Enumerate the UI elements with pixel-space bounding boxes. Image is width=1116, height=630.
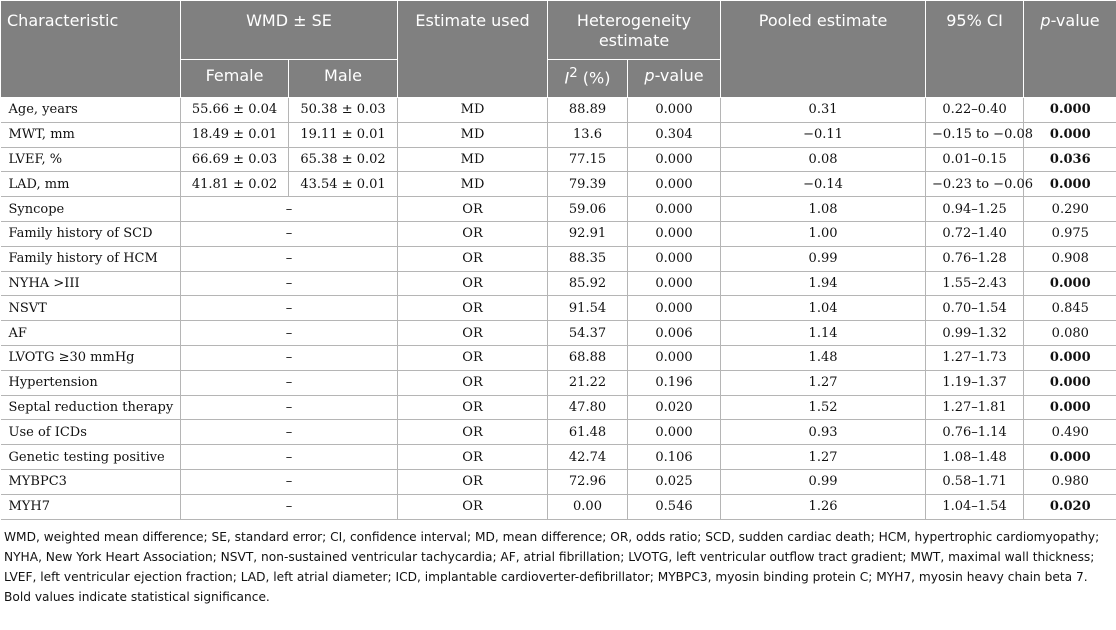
header-p-value (1024, 1, 1116, 98)
estimate-used-cell: OR (398, 420, 548, 445)
estimate-used-cell: OR (398, 197, 548, 222)
p-value-cell: 0.000 (1024, 122, 1116, 147)
het-p-cell: 0.000 (628, 147, 721, 172)
p-value-cell: 0.000 (1024, 98, 1116, 123)
wmd-empty-cell: – (181, 321, 398, 346)
pooled-estimate-cell: 1.08 (721, 197, 926, 222)
abbreviations-note: WMD, weighted mean difference; SE, standard error; CI, confidence interval; MD, mean difference; OR, odds ratio; SCD, sudden cardiac death; HCM, hypertrophic cardiomyopathy; NYHA, New York Heart Association; NSVT, non-sustained ventricular tachycardia; AF, atrial fibrillation; LVOTG, left ventricular outflow tract gradient; MWT, maximal wall thickness; LVEF, left ventricular ejection fraction; LAD, left atrial diameter; ICD, implantable cardioverter-defibrillator; MYBPC3, myosin binding protein C; MYH7, myosin heavy chain beta 7. (4, 530, 1100, 584)
wmd-empty-cell: – (181, 296, 398, 321)
wmd-empty-cell: – (181, 469, 398, 494)
wmd-empty-cell: – (181, 370, 398, 395)
header-estimate-used: Estimate used (398, 1, 548, 98)
characteristic-cell: NYHA >III (1, 271, 181, 296)
header-male: Male (289, 60, 398, 98)
table-row (1, 420, 1116, 445)
p-value-cell: 0.080 (1024, 321, 1116, 346)
pooled-estimate-cell: 0.31 (721, 98, 926, 123)
wmd-empty-cell: – (181, 271, 398, 296)
ci-cell: 0.72–1.40 (926, 221, 1024, 246)
i2-cell: 59.06 (548, 197, 628, 222)
p-value-cell: 0.000 (1024, 271, 1116, 296)
table-header (1, 1, 1116, 98)
header-het-p (628, 60, 721, 98)
pooled-estimate-cell: 0.08 (721, 147, 926, 172)
characteristic-cell: MYH7 (1, 494, 181, 519)
header-heterogeneity: Heterogeneity estimate (548, 1, 721, 60)
characteristic-cell: Family history of SCD (1, 221, 181, 246)
characteristic-cell: MWT, mm (1, 122, 181, 147)
characteristic-cell: Use of ICDs (1, 420, 181, 445)
p-value-cell: 0.000 (1024, 345, 1116, 370)
characteristic-cell: Age, years (1, 98, 181, 123)
ci-cell: 1.27–1.81 (926, 395, 1024, 420)
p-italic: p (1040, 11, 1051, 30)
i2-cell: 85.92 (548, 271, 628, 296)
table-row (1, 296, 1116, 321)
estimate-used-cell: OR (398, 246, 548, 271)
estimate-used-cell: MD (398, 122, 548, 147)
ci-cell: 0.76–1.28 (926, 246, 1024, 271)
table-row (1, 395, 1116, 420)
pooled-estimate-cell: 1.26 (721, 494, 926, 519)
p-value-cell: 0.290 (1024, 197, 1116, 222)
estimate-used-cell: MD (398, 172, 548, 197)
table-row (1, 221, 1116, 246)
estimate-used-cell: OR (398, 494, 548, 519)
characteristic-cell: NSVT (1, 296, 181, 321)
i2-cell: 21.22 (548, 370, 628, 395)
i2-cell: 42.74 (548, 445, 628, 470)
p-value-cell: 0.980 (1024, 469, 1116, 494)
estimate-used-cell: OR (398, 296, 548, 321)
het-p-cell: 0.000 (628, 197, 721, 222)
header-95ci: 95% CI (926, 1, 1024, 98)
p-value-cell: 0.975 (1024, 221, 1116, 246)
wmd-female-cell: 55.66 ± 0.04 (181, 98, 289, 123)
table-row (1, 98, 1116, 123)
wmd-empty-cell: – (181, 197, 398, 222)
ci-cell: 0.99–1.32 (926, 321, 1024, 346)
i2-cell: 72.96 (548, 469, 628, 494)
i2-cell: 61.48 (548, 420, 628, 445)
het-p-rest: -value (654, 66, 704, 85)
estimate-used-cell: OR (398, 271, 548, 296)
het-p-cell: 0.106 (628, 445, 721, 470)
wmd-female-cell: 66.69 ± 0.03 (181, 147, 289, 172)
i2-cell: 92.91 (548, 221, 628, 246)
characteristic-cell: Hypertension (1, 370, 181, 395)
i2-cell: 0.00 (548, 494, 628, 519)
p-value-cell: 0.845 (1024, 296, 1116, 321)
table-row (1, 345, 1116, 370)
pooled-estimate-cell: 1.94 (721, 271, 926, 296)
i2-unit: (%) (577, 68, 611, 88)
table-row (1, 469, 1116, 494)
ci-cell: 0.22–0.40 (926, 98, 1024, 123)
het-p-cell: 0.020 (628, 395, 721, 420)
estimate-used-cell: MD (398, 147, 548, 172)
wmd-female-cell: 41.81 ± 0.02 (181, 172, 289, 197)
i2-cell: 13.6 (548, 122, 628, 147)
pooled-estimate-cell: −0.11 (721, 122, 926, 147)
p-value-cell: 0.000 (1024, 370, 1116, 395)
i2-cell: 88.89 (548, 98, 628, 123)
i2-cell: 47.80 (548, 395, 628, 420)
estimate-used-cell: OR (398, 321, 548, 346)
estimate-used-cell: OR (398, 395, 548, 420)
table-row (1, 321, 1116, 346)
wmd-empty-cell: – (181, 445, 398, 470)
table-row (1, 197, 1116, 222)
pooled-estimate-cell: 0.99 (721, 469, 926, 494)
characteristic-cell: Septal reduction therapy (1, 395, 181, 420)
i2-cell: 68.88 (548, 345, 628, 370)
characteristic-cell: Syncope (1, 197, 181, 222)
estimate-used-cell: OR (398, 469, 548, 494)
header-female: Female (181, 60, 289, 98)
wmd-male-cell: 50.38 ± 0.03 (289, 98, 398, 123)
p-value-cell: 0.020 (1024, 494, 1116, 519)
table-row (1, 147, 1116, 172)
i2-symbol: I (564, 68, 570, 88)
het-p-cell: 0.000 (628, 172, 721, 197)
het-p-cell: 0.000 (628, 98, 721, 123)
p-value-cell: 0.000 (1024, 395, 1116, 420)
het-p-cell: 0.000 (628, 420, 721, 445)
wmd-empty-cell: – (181, 246, 398, 271)
pooled-estimate-cell: 1.04 (721, 296, 926, 321)
het-p-cell: 0.304 (628, 122, 721, 147)
ci-cell: 0.76–1.14 (926, 420, 1024, 445)
i2-superscript: 2 (569, 66, 578, 81)
ci-cell: 1.27–1.73 (926, 345, 1024, 370)
pooled-estimate-cell: −0.14 (721, 172, 926, 197)
pooled-estimate-cell: 1.48 (721, 345, 926, 370)
characteristic-cell: LVOTG ≥30 mmHg (1, 345, 181, 370)
ci-cell: 1.08–1.48 (926, 445, 1024, 470)
estimate-used-cell: MD (398, 98, 548, 123)
wmd-empty-cell: – (181, 420, 398, 445)
het-p-italic: p (644, 66, 655, 85)
characteristic-cell: Genetic testing positive (1, 445, 181, 470)
wmd-empty-cell: – (181, 221, 398, 246)
ci-cell: 1.55–2.43 (926, 271, 1024, 296)
p-rest: -value (1050, 11, 1100, 30)
pooled-estimate-cell: 0.93 (721, 420, 926, 445)
table-row (1, 445, 1116, 470)
wmd-male-cell: 43.54 ± 0.01 (289, 172, 398, 197)
estimate-used-cell: OR (398, 345, 548, 370)
i2-cell: 54.37 (548, 321, 628, 346)
table-row (1, 370, 1116, 395)
i2-cell: 77.15 (548, 147, 628, 172)
het-p-cell: 0.196 (628, 370, 721, 395)
estimate-used-cell: OR (398, 221, 548, 246)
ci-cell: 0.94–1.25 (926, 197, 1024, 222)
characteristic-cell: MYBPC3 (1, 469, 181, 494)
table-footnote (4, 527, 1112, 607)
ci-cell: 1.04–1.54 (926, 494, 1024, 519)
table-row (1, 494, 1116, 519)
header-i2 (548, 60, 628, 98)
ci-cell: −0.15 to −0.08 (926, 122, 1024, 147)
het-p-cell: 0.000 (628, 271, 721, 296)
characteristic-cell: LVEF, % (1, 147, 181, 172)
wmd-empty-cell: – (181, 345, 398, 370)
het-p-cell: 0.025 (628, 469, 721, 494)
het-p-cell: 0.000 (628, 296, 721, 321)
i2-cell: 88.35 (548, 246, 628, 271)
het-p-cell: 0.000 (628, 345, 721, 370)
pooled-estimate-cell: 1.00 (721, 221, 926, 246)
het-p-cell: 0.000 (628, 246, 721, 271)
characteristic-cell: AF (1, 321, 181, 346)
table-row (1, 172, 1116, 197)
i2-cell: 91.54 (548, 296, 628, 321)
ci-cell: 0.70–1.54 (926, 296, 1024, 321)
p-value-cell: 0.000 (1024, 445, 1116, 470)
table-body (1, 98, 1116, 520)
pooled-estimate-cell: 1.14 (721, 321, 926, 346)
wmd-male-cell: 19.11 ± 0.01 (289, 122, 398, 147)
pooled-estimate-cell: 1.27 (721, 445, 926, 470)
pooled-estimate-cell: 0.99 (721, 246, 926, 271)
ci-cell: −0.23 to −0.06 (926, 172, 1024, 197)
estimate-used-cell: OR (398, 445, 548, 470)
ci-cell: 0.01–0.15 (926, 147, 1024, 172)
p-value-cell: 0.000 (1024, 172, 1116, 197)
bold-values-note: Bold values indicate statistical significance. (4, 590, 270, 604)
p-value-cell: 0.036 (1024, 147, 1116, 172)
wmd-empty-cell: – (181, 494, 398, 519)
table-row (1, 246, 1116, 271)
i2-cell: 79.39 (548, 172, 628, 197)
wmd-female-cell: 18.49 ± 0.01 (181, 122, 289, 147)
estimate-used-cell: OR (398, 370, 548, 395)
wmd-empty-cell: – (181, 395, 398, 420)
ci-cell: 1.19–1.37 (926, 370, 1024, 395)
pooled-estimate-cell: 1.27 (721, 370, 926, 395)
het-p-cell: 0.006 (628, 321, 721, 346)
p-value-cell: 0.490 (1024, 420, 1116, 445)
characteristic-cell: LAD, mm (1, 172, 181, 197)
pooled-estimate-cell: 1.52 (721, 395, 926, 420)
characteristic-cell: Family history of HCM (1, 246, 181, 271)
header-pooled-estimate: Pooled estimate (721, 1, 926, 98)
table-row (1, 122, 1116, 147)
table-row (1, 271, 1116, 296)
p-value-cell: 0.908 (1024, 246, 1116, 271)
header-characteristic: Characteristic (1, 1, 181, 98)
het-p-cell: 0.000 (628, 221, 721, 246)
wmd-male-cell: 65.38 ± 0.02 (289, 147, 398, 172)
header-wmd-se: WMD ± SE (181, 1, 398, 60)
het-p-cell: 0.546 (628, 494, 721, 519)
ci-cell: 0.58–1.71 (926, 469, 1024, 494)
